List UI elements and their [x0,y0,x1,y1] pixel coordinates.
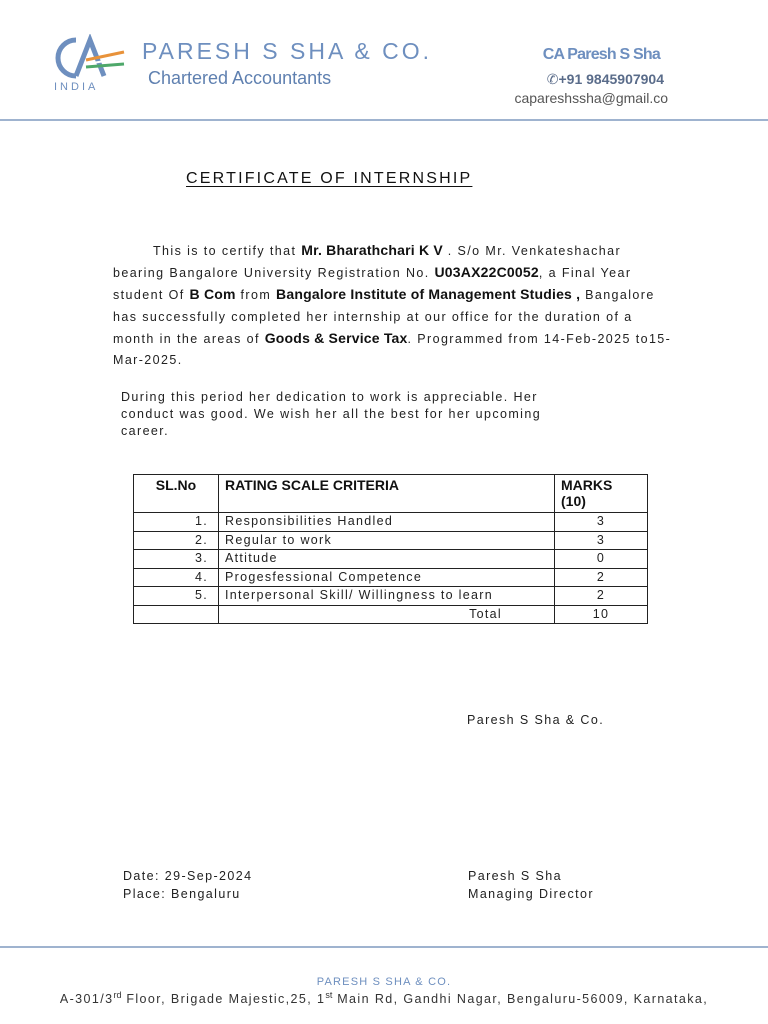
phone-number: +91 9845907904 [558,71,664,87]
signatory-designation: Managing Director [468,886,594,901]
table-row [134,531,648,550]
issue-place: Place: Bengaluru [123,886,241,901]
header-criteria: RATING SCALE CRITERIA [219,475,555,513]
table-row [134,513,648,532]
row-marks: 3 [555,531,648,550]
row-sl-no: 3. [134,550,219,569]
phone-icon: ✆ [546,71,559,87]
signatory-name: Paresh S Sha [468,869,562,883]
row-criteria: Responsibilities Handled [219,513,555,532]
header-divider [0,119,768,121]
body-text-3: , a Final Year student Of [113,266,632,303]
registration-number: U03AX22C0052 [434,264,539,281]
date-place-block [123,868,252,903]
header-marks: MARKS (10) [555,475,648,513]
address-part-3: Main Rd, Gandhi Nagar, Bengaluru-56009, Karnataka, [332,992,709,1007]
table-header-row [134,475,648,513]
table-total-row [134,605,648,624]
issue-date: Date: 29-Sep-2024 [123,869,253,883]
body-text-5: Bangalore has successfully completed her internship at our office for the duration of a month in the areas of [113,288,655,346]
row-criteria: Interpersonal Skill/ Willingness to learn [219,587,555,606]
firm-subtitle: Chartered Accountants [148,68,332,88]
row-marks: 2 [555,568,648,587]
body-text-6: . Programmed from 14-Feb-2025 to15- Mar-2025. [113,331,672,368]
address-part-1: A-301/3 [59,992,114,1007]
row-sl-no: 5. [134,587,219,606]
certificate-body [113,240,673,371]
row-marks: 2 [555,587,648,606]
table-row [134,587,648,606]
row-marks: 3 [555,513,648,532]
phone-contact [547,71,664,88]
row-criteria: Regular to work [219,531,555,550]
row-sl-no: 2. [134,531,219,550]
student-name: Mr. Bharathchari K V [301,242,443,258]
footer-firm-name: PARESH S SHA & CO. [316,976,452,988]
address-sup-1: rd [113,990,122,1000]
course-name: B Com [189,286,236,303]
footer-address [0,990,768,1006]
firm-name: PARESH S SHA & CO. [142,38,433,64]
table-row [134,550,648,569]
total-empty-cell [134,605,219,624]
body-text-1: This is to certify that [153,244,302,258]
signatory-block [468,868,594,903]
signatory-firm: Paresh S Sha & Co. [467,713,605,727]
conduct-paragraph: During this period her dedication to work is appreciable. Her conduct was good. We wish her all the best for her upcoming career. [121,390,542,438]
row-criteria: Progesfessional Competence [219,568,555,587]
row-criteria: Attitude [219,550,555,569]
ca-india-logo [46,34,126,92]
ca-name: CA Paresh S Sha [542,46,660,63]
rating-table [133,474,648,624]
row-sl-no: 4. [134,568,219,587]
row-marks: 0 [555,550,648,569]
total-marks: 10 [555,605,648,624]
row-sl-no: 1. [134,513,219,532]
body-text-4: from [235,288,277,303]
body-text-2: . S/o Mr. Venkateshachar bearing Bangalore University Registration No. [113,244,622,281]
address-sup-2: st [325,990,333,1000]
email-address: capareshssha@gmail.co [514,90,668,106]
total-label: Total [219,605,555,624]
institute-name: Bangalore Institute of Management Studies , [276,286,581,303]
internship-area: Goods & Service Tax [264,329,408,346]
header-sl-no: SL.No [134,475,219,513]
footer-divider [0,946,768,948]
svg-text:INDIA: INDIA [54,81,99,92]
address-part-2: Floor, Brigade Majestic,25, 1 [121,992,326,1007]
table-row [134,568,648,587]
certificate-title: CERTIFICATE OF INTERNSHIP [186,170,473,187]
